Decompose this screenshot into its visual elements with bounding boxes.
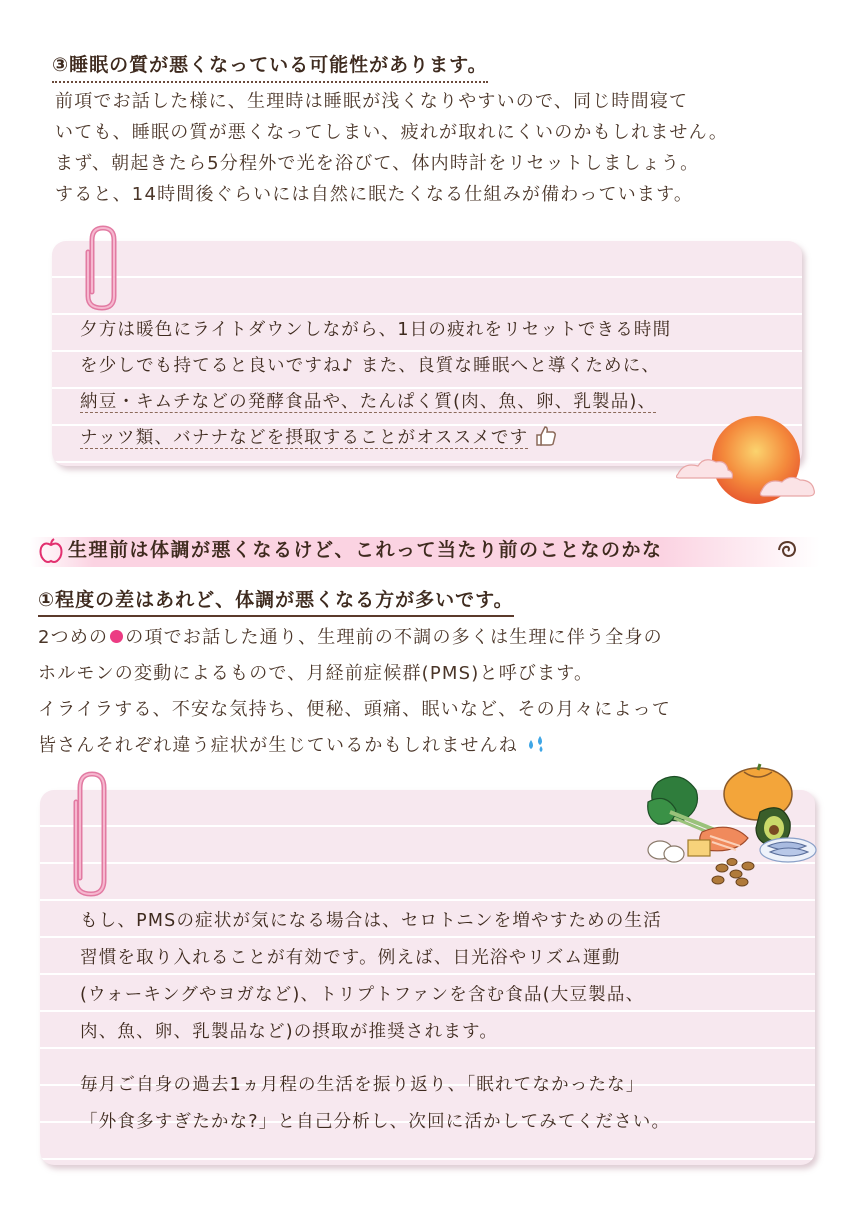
- paragraph-line: まず、朝起きたら5分程外で光を浴びて、体内時計をリセットしましょう。: [55, 153, 700, 174]
- note2-text: [80, 903, 670, 1141]
- note-line: [80, 420, 671, 456]
- apple-icon: [38, 538, 64, 564]
- section-title: 生理前は体調が悪くなるけど、これって当たり前のことなのかな: [68, 539, 663, 561]
- paragraph-line: いても、睡眠の質が悪くなってしまい、疲れが取れにくいのかもしれません。: [55, 122, 729, 143]
- sweat-drops-icon: [525, 734, 547, 754]
- paragraph-line: すると、14時間後ぐらいには自然に眠たくなる仕組みが備わっています。: [55, 184, 694, 205]
- swirl-icon: [776, 539, 800, 563]
- note-line: もし、PMSの症状が気になる場合は、セロトニンを増やすための生活: [80, 911, 662, 931]
- paragraph-line: 前項でお話した様に、生理時は睡眠が浅くなりやすいので、同じ時間寝て: [55, 91, 689, 112]
- paragraph-line: イライラする、不安な気持ち、便秘、頭痛、眠いなど、その月々によって: [38, 699, 672, 720]
- note-line: 「外食多すぎたかな?」と自己分析し、次回に活かしてみてください。: [80, 1112, 671, 1132]
- paragraph-line: ホルモンの変動によるもので、月経前症候群(PMS)と呼びます。: [38, 663, 594, 684]
- food-illustration: [640, 762, 818, 890]
- paragraph-text: の項でお話した通り、生理前の不調の多くは生理に伴う全身の: [125, 627, 663, 648]
- note-line: を少しでも持てると良いですね♪ また、良質な睡眠へと導くために、: [80, 356, 661, 376]
- note-line: 肉、魚、卵、乳製品など)の摂取が推奨されます。: [80, 1022, 499, 1042]
- note-line: 夕方は暖色にライトダウンしながら、1日の疲れをリセットできる時間: [80, 320, 672, 340]
- note-line-text: 納豆・キムチなどの発酵食品や、たんぱく質(肉、魚、卵、乳製品)、: [80, 392, 657, 412]
- pink-dot-icon: [110, 630, 123, 643]
- section1-heading: ①程度の差はあれど、体調が悪くなる方が多いです。: [38, 585, 514, 617]
- note-line: [80, 384, 671, 420]
- paragraph-text: 2つめの: [38, 627, 109, 648]
- paragraph-text: 皆さんそれぞれ違う症状が生じているかもしれませんね: [38, 735, 518, 756]
- paragraph-line: [38, 620, 671, 656]
- section3-paragraph: [55, 86, 815, 210]
- note1-text: [80, 312, 671, 456]
- note-line: 毎月ご自身の過去1ヵ月程の生活を振り返り、「眠れてなかったな」: [80, 1075, 645, 1095]
- note-line-text: ナッツ類、バナナなどを摂取することがオススメです: [80, 428, 529, 448]
- note-line: (ウォーキングやヨガなど)、トリプトファンを含む食品(大豆製品、: [80, 985, 645, 1005]
- spacer: [80, 1051, 670, 1067]
- section3-heading: ③睡眠の質が悪くなっている可能性があります。: [52, 50, 488, 83]
- thumbs-up-icon: [535, 424, 559, 448]
- section1-paragraph: [38, 620, 671, 764]
- note-line: 習慣を取り入れることが有効です。例えば、日光浴やリズム運動: [80, 948, 621, 968]
- paragraph-line: [38, 728, 671, 764]
- sunset-icon: [676, 412, 816, 512]
